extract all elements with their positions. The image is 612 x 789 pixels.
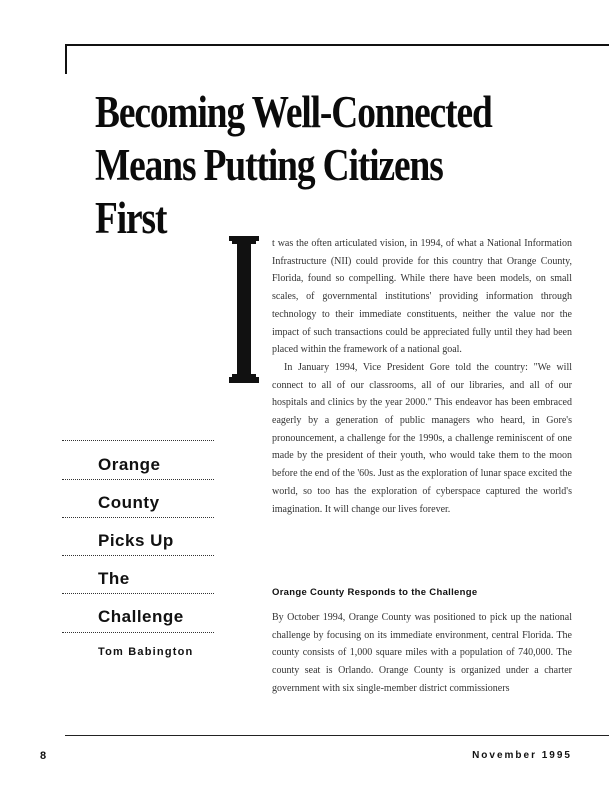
bottom-rule <box>65 735 609 736</box>
body-paragraph: t was the often articulated vision, in 1994, of what a National Information Infrastructure (NII) could provide for this country that Orange County, Florida, found so compelling. While there have been models, on small scales, of governmental institutions' providing information through technology to their immediate constituents, neither the value nor the impact of such transactions could be appreciated fully until they had been placed within the framework of a national goal. <box>272 238 572 356</box>
deck-divider <box>62 440 214 441</box>
deck-word: Picks Up <box>98 531 174 550</box>
section-subhead: Orange County Responds to the Challenge <box>272 587 478 598</box>
top-rule <box>65 44 609 46</box>
deck-word: Challenge <box>98 607 184 626</box>
title-line-1: Becoming Well-Connected <box>95 87 492 137</box>
deck-divider <box>62 632 214 633</box>
deck-word: The <box>98 569 130 588</box>
drop-cap-letter <box>229 236 259 383</box>
body-paragraph: By October 1994, Orange County was positioned to pick up the national challenge by focusing on its immediate environment, central Florida. The county consists of 1,000 square miles with a population of 740,000. The county seat is Orlando. Orange County is organized under a charter government with six single-member district commissioners <box>272 612 572 694</box>
page-number: 8 <box>40 750 47 762</box>
author-byline: Tom Babington <box>98 646 194 658</box>
body-column-first <box>272 235 572 518</box>
deck-word: County <box>98 493 160 512</box>
deck-divider <box>62 479 214 480</box>
left-corner-rule <box>65 44 67 74</box>
deck-word: Orange <box>98 455 161 474</box>
deck-divider <box>62 593 214 594</box>
deck-divider <box>62 555 214 556</box>
body-paragraph: In January 1994, Vice President Gore told the country: "We will connect to all of our classrooms, all of our libraries, and all of our hospitals and clinics by the year 2000." This endeavor has been embraced eagerly by a generation of public managers who heard, in Gore's pronouncement, a challenge for the 1990s, a challenge reminiscent of one made by the president of their youth, who would take them to the moon before the end of the '60s. Just as the exploration of lunar space excited the world, so too has the exploration of cyberspace captured the world's imagination. It will change our lives forever. <box>272 361 572 515</box>
article-title <box>95 86 510 245</box>
deck-divider <box>62 517 214 518</box>
title-line-2: Means Putting Citizens First <box>95 140 443 243</box>
issue-date: November 1995 <box>472 750 572 761</box>
